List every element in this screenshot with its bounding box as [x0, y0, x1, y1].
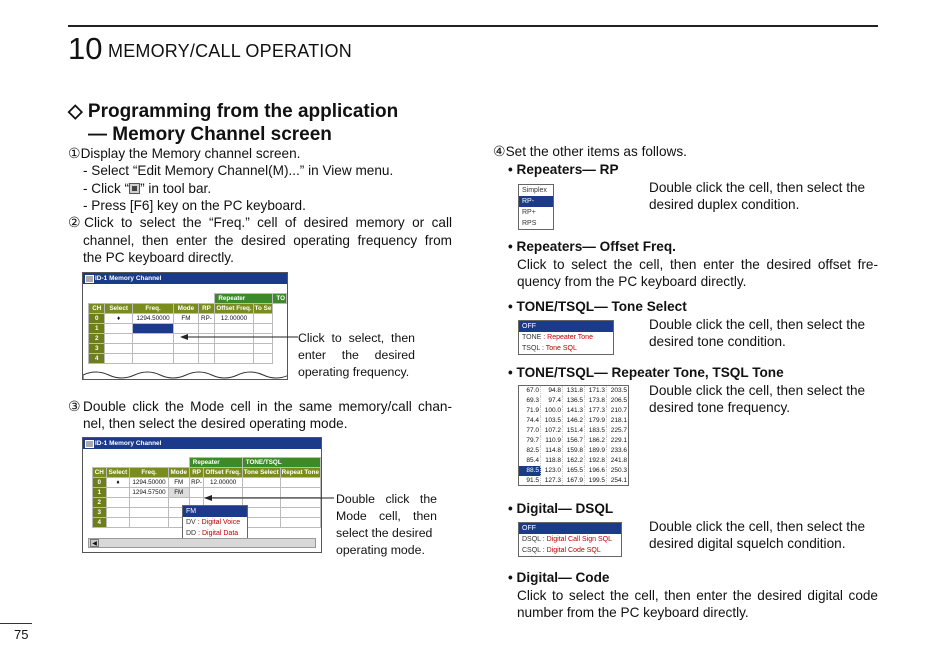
- tone-option-off[interactable]: OFF: [519, 321, 613, 332]
- step-2-text: Click to select the “Freq.” cell of desired memory or call: [84, 215, 452, 230]
- tone-cell[interactable]: 183.5: [585, 426, 607, 436]
- item-rtone-desc: [649, 382, 865, 417]
- tone-cell[interactable]: 88.5: [519, 466, 541, 476]
- tone-cell[interactable]: 91.5: [519, 476, 541, 486]
- callout-arrow-1: [150, 325, 300, 349]
- item-tone-desc-line1: Double click the cell, then select the: [649, 317, 866, 332]
- step-3-text: Double click the Mode cell in the same memory/call chan-: [83, 399, 452, 414]
- item-rtone-title: • TONE/TSQL— Repeater Tone, TSQL Tone: [508, 365, 784, 380]
- table-row: 4: [89, 354, 287, 364]
- group-tone-header: TONE/TSQL: [242, 458, 320, 468]
- table-row: 0 ♦ 1294.50000 FM RP- 12.00000: [89, 314, 287, 324]
- tone-cell[interactable]: 218.1: [607, 416, 629, 426]
- table-row: 3: [89, 344, 287, 354]
- col-offset-freq: Offset Freq.: [205, 469, 241, 476]
- screenshot-2-titlebar: ID-1 Memory Channel: [83, 438, 321, 449]
- step-3-line1: [68, 398, 452, 415]
- group-repeater-header: Repeater: [215, 294, 273, 304]
- rp-list[interactable]: [518, 184, 554, 230]
- col-repeat-tone: Repeat Tone: [281, 469, 319, 476]
- tone-cell[interactable]: 162.2: [563, 456, 585, 466]
- dsql-option-dsql[interactable]: DSQL : Digital Call Sign SQL: [522, 536, 613, 543]
- tone-frequency-grid[interactable]: [518, 385, 629, 486]
- tone-cell[interactable]: 196.6: [585, 466, 607, 476]
- tone-cell[interactable]: 79.7: [519, 436, 541, 446]
- tone-option-tsql[interactable]: TSQL : Tone SQL: [522, 345, 577, 352]
- dsql-list[interactable]: [518, 522, 622, 557]
- callout-2-line4: operating mode.: [336, 543, 425, 557]
- tone-cell[interactable]: 225.7: [607, 426, 629, 436]
- col-mode: Mode: [174, 304, 198, 314]
- item-code-line2: number from the PC keyboard directly.: [517, 605, 749, 620]
- rp-option-plus[interactable]: RP+: [522, 209, 536, 216]
- chapter-title: MEMORY/CALL OPERATION: [108, 41, 352, 61]
- dsql-option-off[interactable]: OFF: [519, 523, 621, 534]
- callout-2-line1: Double click the: [336, 492, 437, 506]
- table-row: 1 1294.57500 FM: [93, 488, 321, 498]
- tone-row: [519, 396, 629, 406]
- step-3-number: ③: [68, 398, 84, 414]
- item-tone-title: • TONE/TSQL— Tone Select: [508, 299, 687, 314]
- step-4-text: Set the other items as follows.: [505, 144, 687, 159]
- tone-cell[interactable]: 156.7: [563, 436, 585, 446]
- col-mode: Mode: [168, 468, 189, 478]
- col-select: Select: [106, 468, 130, 478]
- step-2-line1: [68, 214, 452, 231]
- tone-row: [519, 446, 629, 456]
- tone-cell[interactable]: 206.5: [607, 396, 629, 406]
- tone-cell[interactable]: 173.8: [585, 396, 607, 406]
- tone-cell[interactable]: 136.5: [563, 396, 585, 406]
- page-number: 75: [14, 627, 29, 642]
- tone-option-tone[interactable]: TONE : Repeater Tone: [522, 334, 593, 341]
- tone-cell[interactable]: 131.8: [563, 386, 585, 396]
- scroll-left-icon[interactable]: ◀: [90, 539, 99, 547]
- callout-arrow-2: [200, 488, 340, 508]
- col-tone-select: Tone Select: [243, 469, 279, 476]
- tone-row: [519, 456, 629, 466]
- tone-cell[interactable]: 210.7: [607, 406, 629, 416]
- item-dsql-desc: [649, 518, 865, 553]
- chapter-number: 10: [68, 31, 103, 66]
- header-rule: [68, 25, 878, 27]
- tone-cell[interactable]: 250.3: [607, 466, 629, 476]
- tone-cell[interactable]: 74.4: [519, 416, 541, 426]
- item-dsql-title: • Digital— DSQL: [508, 501, 614, 516]
- tone-cell[interactable]: 69.3: [519, 396, 541, 406]
- tone-row: [519, 436, 629, 446]
- tone-cell[interactable]: 67.0: [519, 386, 541, 396]
- item-tone-desc-line2: desired tone condition.: [649, 334, 786, 350]
- rp-option-minus[interactable]: RP-: [519, 196, 553, 207]
- tone-row: [519, 476, 629, 486]
- page-number-rule: [0, 623, 32, 624]
- horizontal-scrollbar[interactable]: [88, 538, 316, 548]
- tone-cell[interactable]: 97.4: [541, 396, 563, 406]
- step-4-number: ④: [493, 143, 506, 159]
- tone-cell[interactable]: 254.1: [607, 476, 629, 486]
- section-title-line1: ◇ Programming from the application: [68, 101, 399, 122]
- tone-cell[interactable]: 123.0: [541, 466, 563, 476]
- tone-cell[interactable]: 177.3: [585, 406, 607, 416]
- step-1-option-b-post: ” in tool bar.: [140, 181, 212, 196]
- step-2-line3: the PC keyboard directly.: [83, 250, 234, 265]
- item-rtone-desc-line2: desired tone frequency.: [649, 400, 791, 416]
- item-offset-line1: Click to select the cell, then enter the desired offset fre-: [517, 257, 878, 272]
- col-ch: CH: [89, 304, 105, 314]
- item-dsql-desc-line1: Double click the cell, then select the: [649, 519, 866, 534]
- item-offset-title: • Repeaters— Offset Freq.: [508, 239, 676, 254]
- tone-cell[interactable]: 114.8: [541, 446, 563, 456]
- item-rtone-desc-line1: Double click the cell, then select the: [649, 383, 866, 398]
- rp-option-simplex[interactable]: Simplex: [522, 187, 547, 194]
- tone-cell[interactable]: 167.9: [563, 476, 585, 486]
- tone-cell[interactable]: 233.6: [607, 446, 629, 456]
- tone-row: [519, 426, 629, 436]
- mode-option-fm[interactable]: FM: [183, 506, 247, 517]
- torn-edge: [83, 369, 287, 380]
- step-1-option-b-pre: - Click “: [83, 181, 130, 196]
- tone-cell[interactable]: 203.5: [607, 386, 629, 396]
- step-1-option-a: - Select “Edit Memory Channel(M)...” in View menu.: [83, 163, 394, 178]
- tone-cell[interactable]: 77.0: [519, 426, 541, 436]
- tone-cell[interactable]: 189.9: [585, 446, 607, 456]
- step-2-line2: channel, then enter the desired operating frequency from: [83, 233, 452, 248]
- callout-1: [298, 330, 415, 381]
- step-4: [493, 143, 687, 160]
- toolbar-memory-icon: [129, 183, 140, 194]
- callout-2-line2: Mode cell, then: [336, 509, 437, 523]
- tone-row: [519, 416, 629, 426]
- section-title-line2: — Memory Channel screen: [88, 124, 332, 145]
- item-offset-line2: quency from the PC keyboard directly.: [517, 274, 747, 289]
- table-row: 1: [89, 324, 287, 334]
- item-code-line1: Click to select the cell, then enter the desired digital code: [517, 588, 878, 603]
- tone-cell[interactable]: 94.8: [541, 386, 563, 396]
- table-row: 4: [93, 518, 321, 528]
- tone-cell[interactable]: 229.1: [607, 436, 629, 446]
- col-select: Select: [105, 304, 132, 314]
- callout-2: [336, 491, 437, 559]
- group-repeater-header: Repeater: [189, 458, 242, 468]
- tone-cell[interactable]: 171.3: [585, 386, 607, 396]
- tone-cell[interactable]: 127.3: [541, 476, 563, 486]
- col-ch: CH: [93, 468, 107, 478]
- table-row: 2: [93, 498, 321, 508]
- table-row: 0 ♦ 1294.50000 FM RP- 12.00000: [93, 478, 321, 488]
- tone-cell[interactable]: 192.8: [585, 456, 607, 466]
- step-2-number: ②: [68, 214, 85, 230]
- item-rp-desc-line1: Double click the cell, then select the: [649, 180, 866, 195]
- tone-cell[interactable]: 85.4: [519, 456, 541, 466]
- table-row: 3: [93, 508, 321, 518]
- tone-cell[interactable]: 118.8: [541, 456, 563, 466]
- callout-1-line2: enter the desired: [298, 348, 415, 362]
- tone-cell[interactable]: 159.8: [563, 446, 585, 456]
- mode-dropdown[interactable]: [182, 505, 248, 540]
- col-tone-select: To Se: [254, 305, 272, 312]
- item-tone-desc: [649, 316, 865, 351]
- tone-cell[interactable]: 103.5: [541, 416, 563, 426]
- tone-cell[interactable]: 179.9: [585, 416, 607, 426]
- callout-1-line3: operating frequency.: [298, 365, 410, 379]
- item-dsql-desc-line2: desired digital squelch condition.: [649, 536, 846, 552]
- col-rp: RP: [198, 304, 215, 314]
- rp-option-rps[interactable]: RPS: [522, 220, 537, 227]
- step-1-option-c: - Press [F6] key on the PC keyboard.: [83, 198, 306, 213]
- tone-cell[interactable]: 151.4: [563, 426, 585, 436]
- tone-row: [519, 406, 629, 416]
- callout-1-line1: Click to select, then: [298, 331, 415, 345]
- tone-row: [519, 466, 629, 476]
- tone-cell[interactable]: 82.5: [519, 446, 541, 456]
- tone-cell[interactable]: 100.0: [541, 406, 563, 416]
- tone-cell[interactable]: 107.2: [541, 426, 563, 436]
- step-1-number: ①: [68, 145, 81, 161]
- tone-cell[interactable]: 186.2: [585, 436, 607, 446]
- col-freq: Freq.: [130, 468, 168, 478]
- item-rp-desc-line2: desired duplex condition.: [649, 197, 800, 213]
- callout-2-line3: select the desired: [336, 526, 433, 540]
- table-row: 2: [89, 334, 287, 344]
- screenshot-1-titlebar: ID-1 Memory Channel: [83, 273, 287, 284]
- item-rp-title: • Repeaters— RP: [508, 162, 619, 177]
- item-rp-desc: [649, 179, 865, 214]
- mode-option-dd[interactable]: DD : Digital Data: [186, 530, 239, 537]
- tone-cell[interactable]: 71.9: [519, 406, 541, 416]
- tone-cell[interactable]: 110.9: [541, 436, 563, 446]
- tone-list[interactable]: [518, 320, 614, 355]
- col-rp: RP: [189, 468, 204, 478]
- item-code-title: • Digital— Code: [508, 570, 610, 585]
- step-3-line2: nel, then select the desired operating mode.: [83, 416, 348, 431]
- group-to-header: TO: [273, 294, 287, 304]
- dsql-option-csql[interactable]: CSQL : Digital Code SQL: [522, 547, 601, 554]
- tone-cell[interactable]: 241.8: [607, 456, 629, 466]
- col-offset-freq: Offset Freq.: [216, 305, 252, 312]
- tone-cell[interactable]: 146.2: [563, 416, 585, 426]
- tone-row: [519, 386, 629, 396]
- tone-cell[interactable]: 141.3: [563, 406, 585, 416]
- mode-cell-open[interactable]: FM: [168, 488, 189, 498]
- step-1-option-b: [83, 180, 211, 197]
- mode-option-dv[interactable]: DV : Digital Voice: [186, 519, 241, 526]
- step-1-text: Display the Memory channel screen.: [80, 146, 301, 161]
- col-freq: Freq.: [132, 304, 173, 314]
- tone-cell[interactable]: 199.5: [585, 476, 607, 486]
- step-1: [68, 145, 300, 162]
- tone-cell[interactable]: 165.5: [563, 466, 585, 476]
